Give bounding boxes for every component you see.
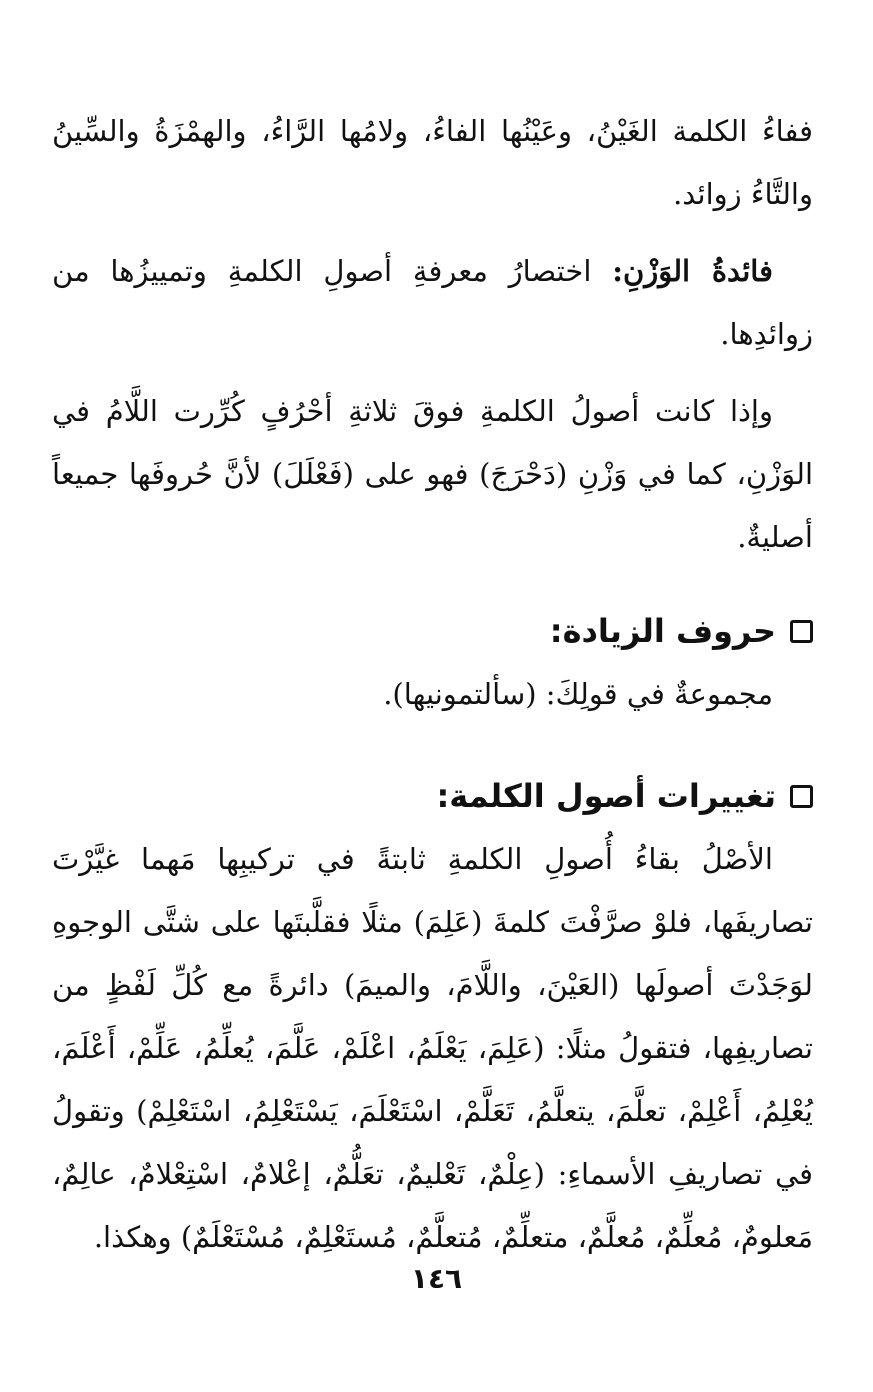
paragraph-extra-letters: مجموعةٌ في قولِكَ: (سألتمونيها).	[383, 677, 773, 711]
paragraph-root-changes: الأصْلُ بقاءُ أُصولِ الكلمةِ ثابتةً في تركيبِها مَهما غيَّرْتَ تصاريفَها، فلوْ صرَّفْتَ كلمةَ (عَلِمَ) مثلًا فقلَّبتَها على شتَّى الوجوهِ لوَجَدْتَ أصولَها (العَيْنَ، واللَّامَ، والميمَ) دائرةً مع كُلِّ لَفْظٍ من تصاريفِها، فتقولُ مثلًا: (عَلِمَ، يَعْلَمُ، اعْلَمْ، عَلَّمَ، يُعلِّمُ، عَلِّمْ، أَعْلَمَ، يُعْلِمُ، أَعْلِمْ، تعلَّمَ، يتعلَّمُ، تَعَلَّمْ، اسْتَعْلَمَ، يَسْتَعْلِمُ، اسْتَعْلِمْ) وتقولُ في تصاريفِ الأسماءِ: (عِلْمٌ، تَعْليمٌ، تعَلُّمٌ، إعْلامٌ، اسْتِعْلامٌ، عالِمٌ، مَعلومٌ، مُعلِّمٌ، مُعلَّمٌ، متعلِّمٌ، مُتعلَّمٌ، مُستَعْلِمٌ، مُسْتَعْلَمٌ) وهكذا.	[52, 842, 813, 1254]
paragraph-word-letters: ففاءُ الكلمة الغَيْنُ، وعَيْنُها الفاءُ، ولامُها الرَّاءُ، والهمْزَةُ والسِّينُ والتَّاءُ زوائد.	[52, 114, 813, 211]
paragraph-four-letter-roots: وإذا كانت أصولُ الكلمةِ فوقَ ثلاثةِ أحْرُفٍ كُرِّرت اللَّامُ في الوَزْنِ، كما في وَزْنِ (دَحْرَجَ) فهو على (فَعْلَلَ) لأنَّ حُروفَها جميعاً أصليةٌ.	[52, 394, 813, 554]
square-bullet-icon	[790, 620, 813, 643]
term-wazn-benefit: فائدةُ الوَزْنِ:	[612, 254, 774, 288]
page-number: ١٤٦	[410, 1262, 463, 1295]
heading-extra-letters	[52, 599, 813, 663]
heading-extra-letters-text: حروف الزيادة:	[549, 612, 776, 650]
heading-root-changes-text: تغييرات أصول الكلمة:	[436, 777, 776, 815]
square-bullet-icon	[790, 785, 813, 808]
paragraph-wazn-benefit-text: اختصارُ معرفةِ أصولِ الكلمةِ وتمييزُها من زوائدِها.	[52, 254, 813, 351]
page-body	[52, 100, 813, 1252]
paragraph-wazn-benefit	[52, 240, 813, 366]
heading-root-changes	[52, 764, 813, 828]
